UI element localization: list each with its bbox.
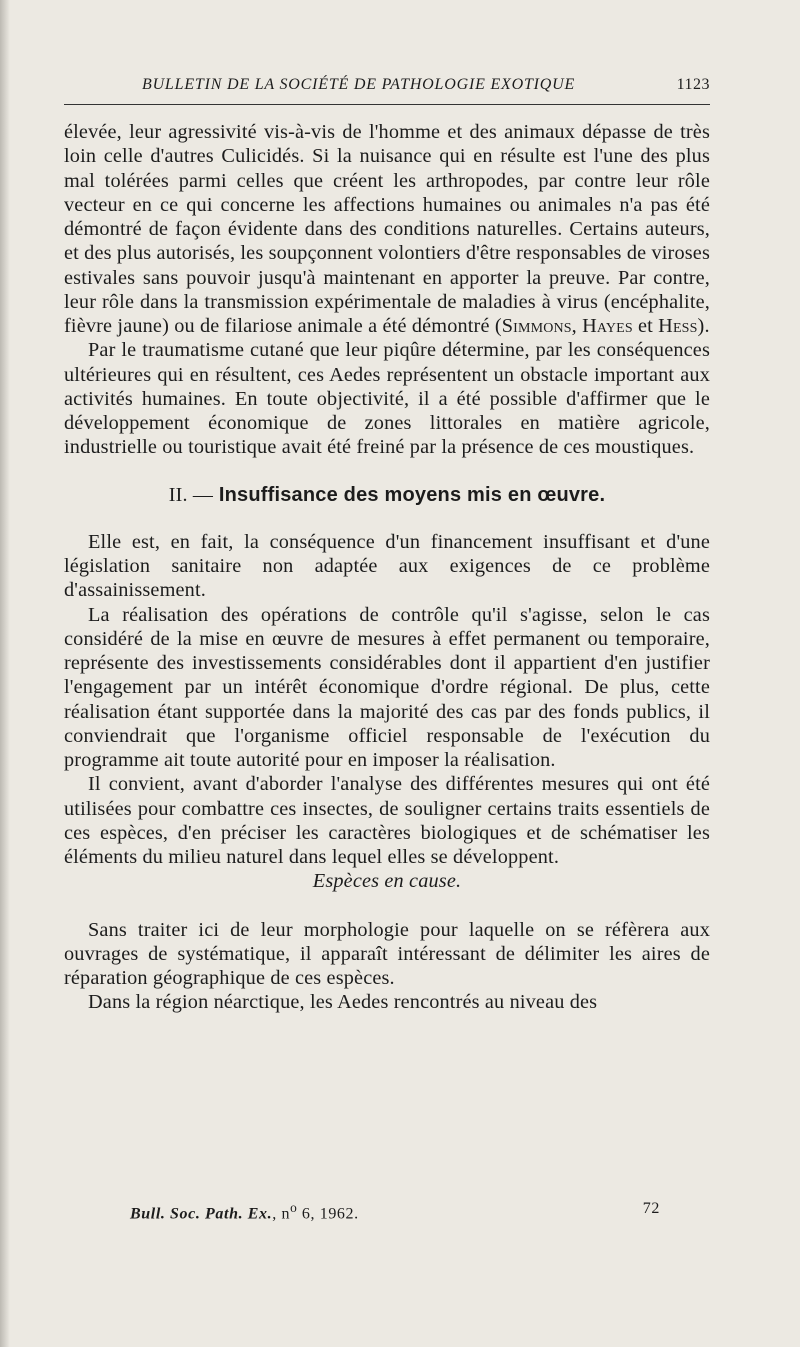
author-hess: Hess [658,315,698,337]
header-rule [64,104,710,105]
paragraph-1-end: ). [697,315,710,337]
section-title: Insuffisance des moyens mis en œuvre. [218,483,606,506]
author-separator: et [632,315,659,337]
paragraph-7: Dans la région néarctique, les Aedes rencontrés au niveau des [88,991,598,1014]
page-left-edge [0,0,10,1347]
paragraph-5: Il convient, avant d'aborder l'analyse des différentes mesures qui ont été utilisées pour combattre ces insectes, de souligner certains traits essentiels de ces espèces, d'en préciser les caractères biologiques et de schématiser les éléments du milieu naturel dans lequel elles se développent. [64,773,710,868]
paragraph-2: Par le traumatisme cutané que leur piqûre détermine, par les conséquences ultérieures qui en résultent, ces Aedes représentent un obstacle important aux activités humaines. En toute objectivité, il a été possible d'affirmer que le développement économique de zones littorales en matière agricole, industrielle ou touristique avait été freiné par la présence de ces moustiques. [64,339,710,459]
paragraph-1 [64,120,710,338]
paragraph-6: Sans traiter ici de leur morphologie pour laquelle on se réfèrera aux ouvrages de systématique, il apparaît intéressant de délimiter les aires de réparation géographique de ces espèces. [64,918,710,989]
author-separator: , [571,315,583,337]
signature-number: 72 [642,1200,660,1217]
paragraph-4: La réalisation des opérations de contrôle qu'il s'agisse, selon le cas considéré de la mise en œuvre de mesures à effet permanent ou temporaire, représente des investissements considérables dont il appartient d'en justifier l'engagement par un intérêt économique d'ordre régional. De plus, cette réalisation étant supportée dans la majorité des cas par des fonds publics, il conviendrait que l'organisme officiel responsable de l'exécution du programme ait toute autorité pour en imposer la réalisation. [64,603,710,771]
running-header [64,76,710,100]
reference-number-label: , n [272,1205,291,1223]
author-hayes: Hayes [582,315,633,337]
reference-superscript: o [290,1200,298,1215]
page-number: 1123 [676,76,710,93]
reference-abbrev: Bull. Soc. Path. Ex. [130,1205,273,1223]
article-body [64,120,710,1015]
journal-reference [130,1200,359,1223]
paragraph-3: Elle est, en fait, la conséquence d'un financement insuffisant et d'une législation sanitaire non adaptée aux exigences de ce problème d'assainissement. [64,530,710,602]
author-simmons: Simmons [501,315,572,337]
section-number: II. — [168,483,214,506]
reference-issue: 6, 1962. [297,1205,359,1223]
section-heading [64,483,710,507]
journal-title: BULLETIN DE LA SOCIÉTÉ DE PATHOLOGIE EXOTIQUE [142,76,576,93]
paragraph-1-text: élevée, leur agressivité vis-à-vis de l'homme et des animaux dépasse de très loin celle d'autres Culicidés. Si la nuisance qui en résulte est l'une des plus mal tolérées parmi celles que créent les arthropodes, par contre leur rôle vecteur en ce qui concerne les affections humaines ou animales n'a pas été démontré de façon évidente dans des conditions naturelles. Certains auteurs, et des plus autorisés, les soupçonnent volontiers d'être responsables de viroses estivales sans pouvoir jusqu'à maintenant en apporter la preuve. Par contre, leur rôle dans la transmission expérimentale de maladies à virus (encéphalite, fièvre jaune) ou de filariose animale a été démontré ( [64,121,710,337]
subheading-especes: Espèces en cause. [312,870,462,893]
page-footer [130,1200,660,1224]
